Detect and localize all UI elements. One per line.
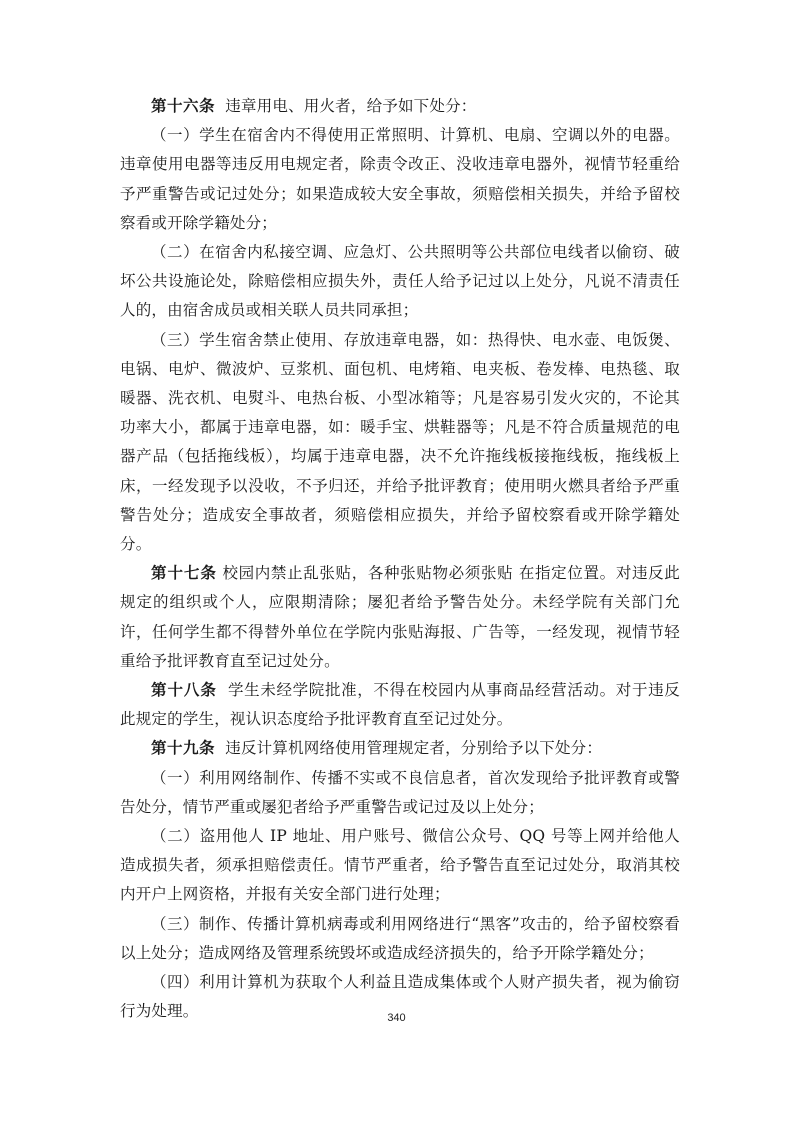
- article-16-item-1: （一）学生在宿舍内不得使用正常照明、计算机、电扇、空调以外的电器。违章使用电器等违反用电规定者，除责令改正、没收违章电器外，视情节轻重给予严重警告或记过处分；如果造成较大安全事故，须赔偿相关损失，并给予留校察看或开除学籍处分；: [120, 126, 680, 232]
- article-16-item-2: （二）在宿舍内私接空调、应急灯、公共照明等公共部位电线者以偷窃、破坏公共设施论处，除赔偿相应损失外，责任人给予记过以上处分，凡说不清责任人的，由宿舍成员或相关联人员共同承担；: [120, 243, 680, 320]
- article-16-item-3: （三）学生宿舍禁止使用、存放违章电器，如：热得快、电水壶、电饭煲、电锅、电炉、微波炉、豆浆机、面包机、电烤箱、电夹板、卷发棒、电热毯、取暖器、洗衣机、电熨斗、电热台板、小型冰箱等；凡是容易引发火灾的，不论其功率大小，都属于违章电器，如：暖手宝、烘鞋器等；凡是不符合质量规范的电器产品（包括拖线板），均属于违章电器，决不允许拖线板接拖线板，拖线板上床，一经发现予以没收，不予归还，并给予批评教育；使用明火燃具者给予严重警告处分；造成安全事故者，须赔偿相应损失，并给予留校察看或开除学籍处分。: [120, 330, 680, 554]
- article-lead: 校园内禁止乱张贴，各种张贴物必须张贴 在指定位置。对违反此规定的组织或个人，应限期清除；屡犯者给予警告处分。未经学院有关部门允许，任何学生都不得替外单位在学院内张贴海报、广告等，一经发现，视情节轻重给予批评教育直至记过处分。: [120, 564, 680, 670]
- article-lead: 违章用电、用火者，给予如下处分：: [225, 97, 477, 115]
- article-number: 第十六条: [151, 97, 216, 115]
- article-number: 第十七条: [151, 564, 217, 583]
- article-19-item-2: （二）盗用他人 IP 地址、用户账号、微信公众号、QQ 号等上网并给他人造成损失者，须承担赔偿责任。情节严重者，给予警告直至记过处分，取消其校内开户上网资格，并报有关安全部门进行处理；: [120, 827, 680, 904]
- article-lead: 学生未经学院批准，不得在校园内从事商品经营活动。对于违反此规定的学生，视认识态度给予批评教育直至记过处分。: [120, 681, 680, 729]
- article-19-item-1: （一）利用网络制作、传播不实或不良信息者，首次发现给予批评教育或警告处分，情节严重或屡犯者给予严重警告或记过及以上处分；: [120, 768, 680, 816]
- article-number: 第十八条: [151, 681, 217, 700]
- article-18: [120, 676, 680, 734]
- document-body: [120, 92, 680, 1027]
- article-lead: 违反计算机网络使用管理规定者，分别给予以下处分：: [225, 739, 603, 758]
- article-number: 第十九条: [151, 739, 216, 758]
- article-17: [120, 559, 680, 676]
- article-19-item-3: （三）制作、传播计算机病毒或利用网络进行“黑客”攻击的，给予留校察看以上处分；造成网络及管理系统毁坏或造成经济损失的，给予开除学籍处分；: [120, 914, 680, 962]
- page-number: 340: [387, 1012, 406, 1024]
- article-19-item-4: （四）利用计算机为获取个人利益且造成集体或个人财产损失者，视为偷窃行为处理。: [120, 973, 680, 1021]
- article-16: [120, 92, 680, 121]
- article-19: [120, 734, 680, 763]
